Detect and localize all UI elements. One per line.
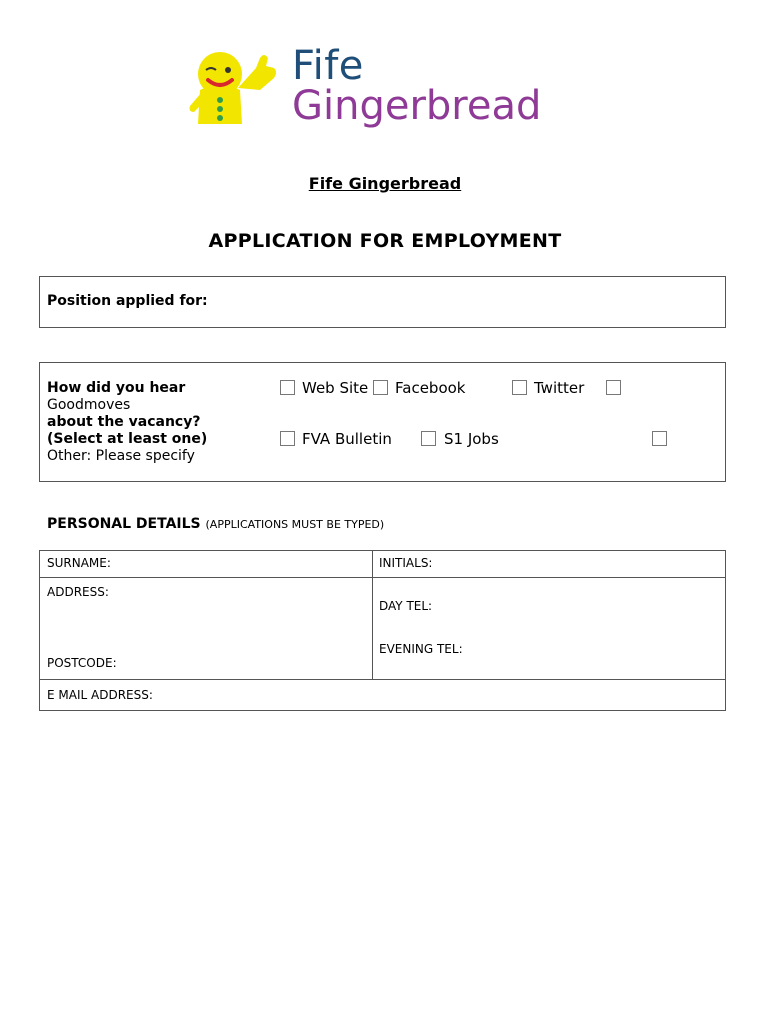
facebook-checkbox[interactable] [373,380,388,395]
personal-details-title: PERSONAL DETAILS [47,516,201,532]
fva-bulletin-checkbox[interactable] [280,431,295,446]
postcode-field-label[interactable]: POSTCODE: [47,656,117,670]
question-line-3: about the vacancy? [47,414,201,430]
day-tel-field-label[interactable]: DAY TEL: [379,599,433,613]
fva-bulletin-option-label: FVA Bulletin [302,430,392,448]
question-line-4: (Select at least one) [47,431,208,447]
website-option-label: Web Site [302,379,369,397]
table-divider [39,577,726,578]
personal-details-heading [47,516,384,532]
vacancy-source-question [47,380,207,465]
facebook-option-label: Facebook [395,379,466,397]
address-field-label[interactable]: ADDRESS: [47,585,109,599]
s1-jobs-checkbox[interactable] [421,431,436,446]
twitter-option-label: Twitter [534,379,585,397]
initials-field-label[interactable]: INITIALS: [379,556,433,570]
gingerbread-mascot-icon [186,50,278,126]
organisation-title: Fife Gingerbread [308,174,462,193]
logo-text-fife: Fife [292,43,364,89]
document-title: APPLICATION FOR EMPLOYMENT [208,230,562,252]
logo-text-gingerbread: Gingerbread [292,83,542,129]
table-column-divider [372,550,373,680]
table-divider [39,679,726,680]
website-checkbox[interactable] [280,380,295,395]
surname-field-label[interactable]: SURNAME: [47,556,111,570]
position-applied-label: Position applied for: [47,293,208,309]
s1-jobs-option-label: S1 Jobs [444,430,499,448]
question-line-5: Other: Please specify [47,448,195,464]
question-line-2: Goodmoves [47,397,131,413]
question-line-1: How did you hear [47,380,186,396]
other-checkbox[interactable] [652,431,667,446]
evening-tel-field-label[interactable]: EVENING TEL: [379,642,463,656]
goodmoves-checkbox[interactable] [606,380,621,395]
twitter-checkbox[interactable] [512,380,527,395]
personal-details-note: (APPLICATIONS MUST BE TYPED) [205,518,385,531]
personal-details-table [39,550,726,711]
email-field-label[interactable]: E MAIL ADDRESS: [47,688,153,702]
